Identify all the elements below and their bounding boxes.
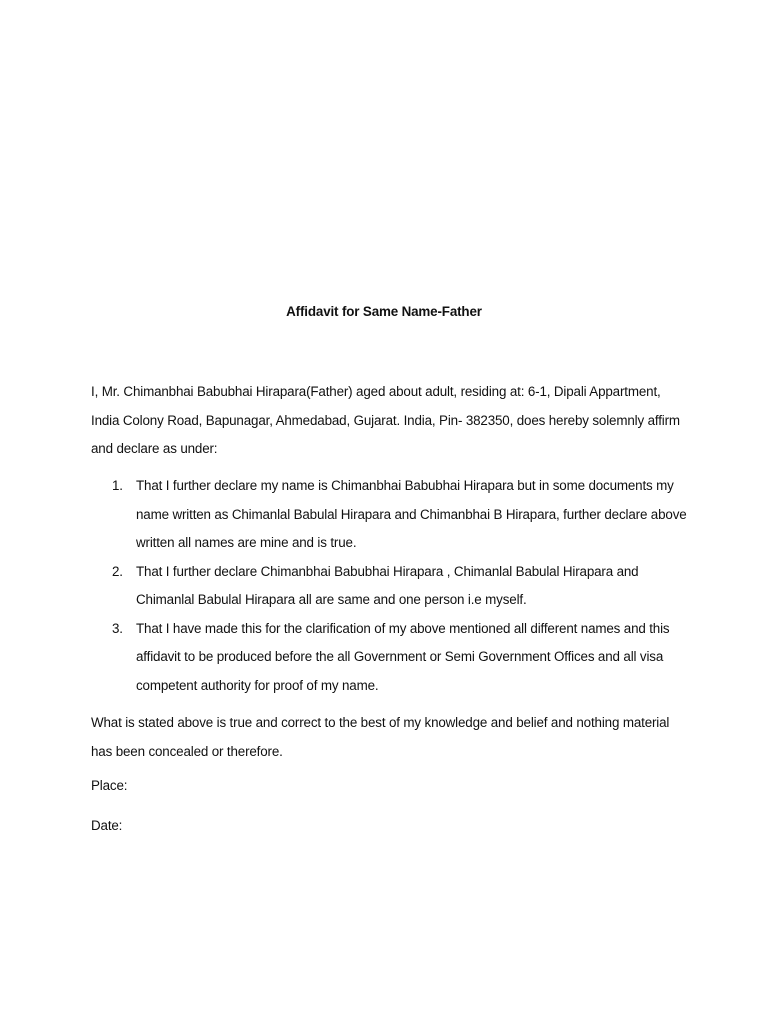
list-item-number: 3. [112, 620, 123, 636]
intro-paragraph: I, Mr. Chimanbhai Babubhai Hirapara(Father) aged about adult, residing at: 6-1, Dipali Appartment, India Colony Road, Bapunagar, Ahmedabad, Gujarat. India, Pin- 382350, does hereby solemnly affirm and declare as under: [91, 384, 680, 456]
list-item-text: That I have made this for the clarification of my above mentioned all different names and this affidavit to be produced before the all Government or Semi Government Offices and all visa competent authority for proof of my name. [136, 620, 670, 693]
document-title: Affidavit for Same Name-Father [286, 304, 482, 319]
list-item [91, 615, 691, 701]
list-item-number: 2. [112, 563, 123, 579]
list-item [91, 558, 691, 615]
list-item-text: That I further declare my name is Chimanbhai Babubhai Hirapara but in some documents my name written as Chimanlal Babulal Hirapara and Chimanbhai B Hirapara, further declare above written all names are mine and is true. [136, 478, 687, 550]
declaration-list [91, 472, 691, 700]
list-item-number: 1. [112, 478, 123, 493]
date-label: Date: [91, 818, 123, 833]
closing-paragraph: What is stated above is true and correct to the best of my knowledge and belief and nothing material has been concealed or therefore. [91, 715, 670, 759]
list-item-text: That I further declare Chimanbhai Babubhai Hirapara , Chimanlal Babulal Hirapara and Chimanlal Babulal Hirapara all are same and one person i.e myself. [136, 563, 639, 607]
list-item [91, 472, 691, 558]
place-label: Place: [91, 778, 128, 793]
